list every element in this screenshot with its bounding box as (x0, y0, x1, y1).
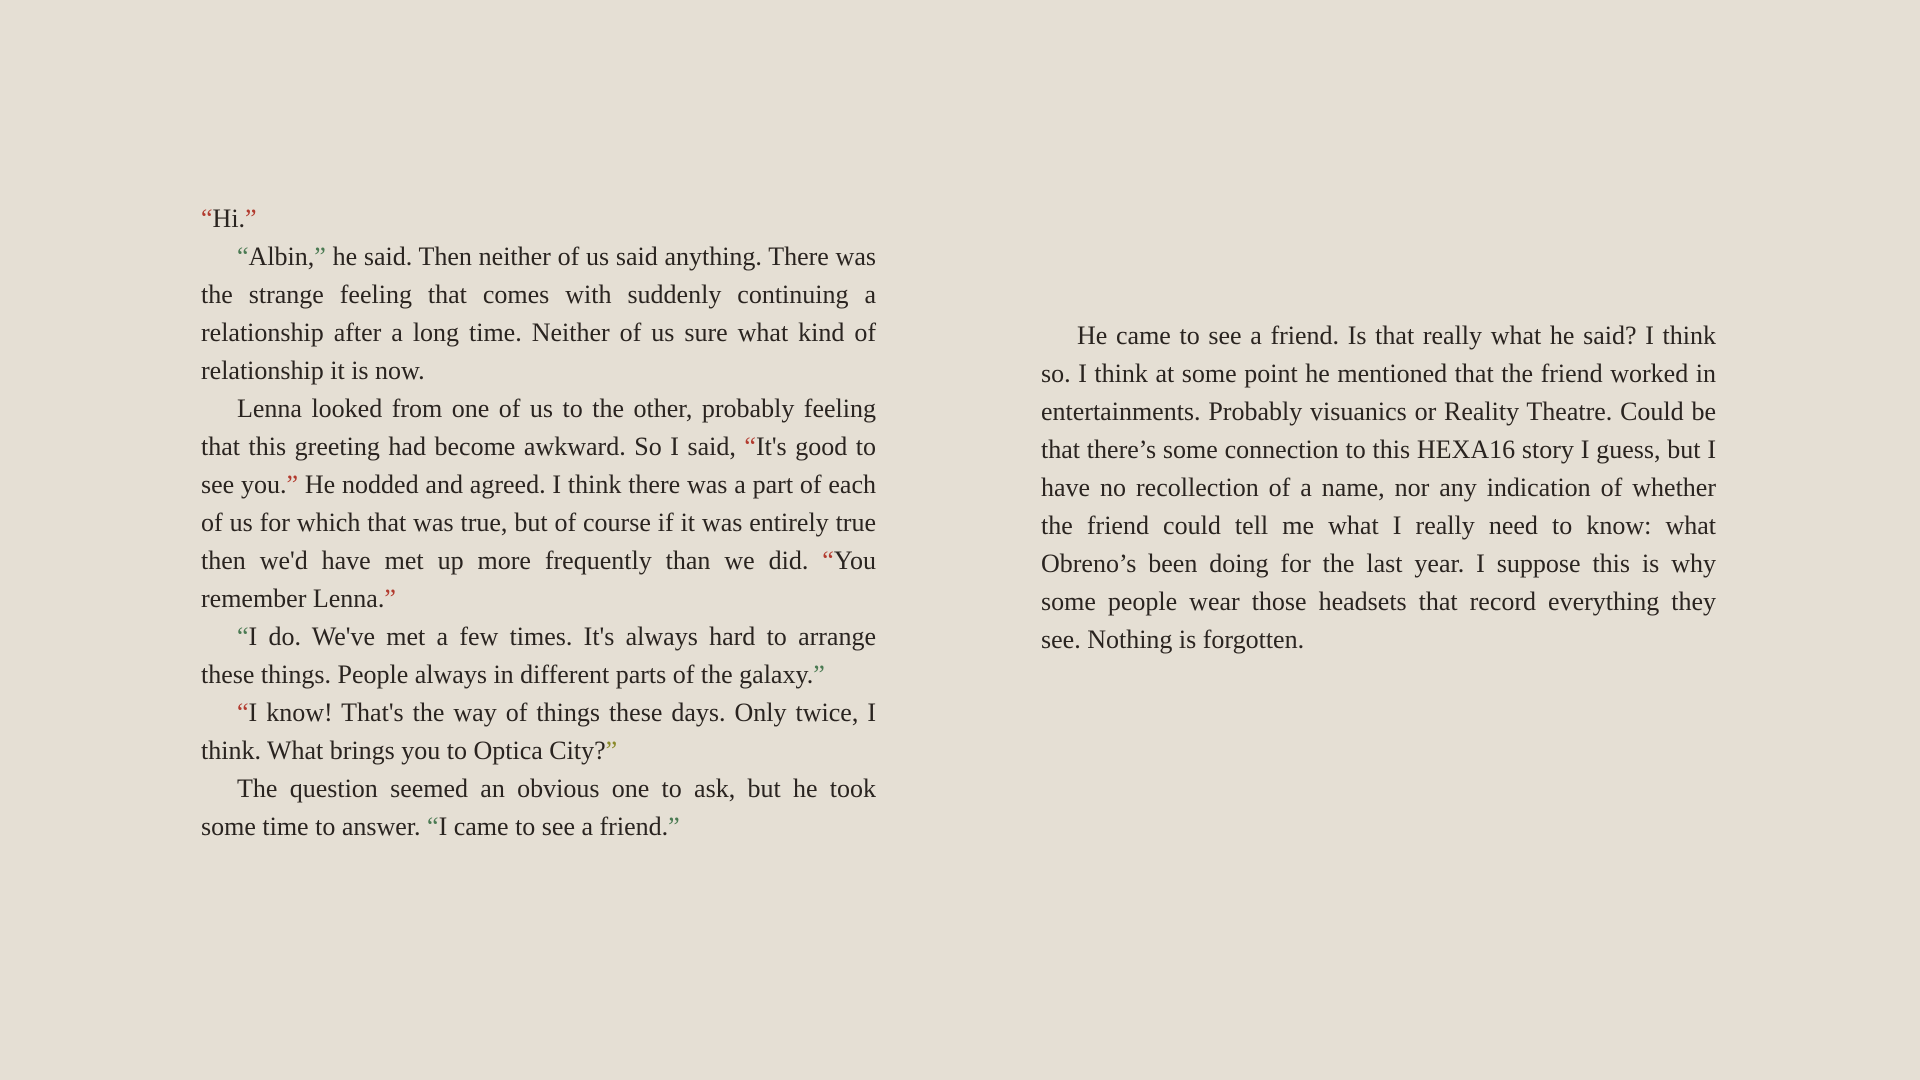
paragraph-text: The question seemed an obvious one to ask, but he took some time to answer. (201, 774, 876, 841)
quote-open: “ (237, 622, 249, 651)
paragraph-text: He nodded and agreed. I think there was a part of each of us for which that was true, but of course if it was entirely true then we'd have met up more frequently than we did. (201, 470, 876, 575)
paragraph-text: I came to see a friend. (438, 812, 669, 841)
quote-close: ” (245, 204, 257, 233)
paragraph-2 (201, 238, 876, 390)
paragraph-text: I do. We've met a few times. It's always hard to arrange these things. People always in different parts of the galaxy. (201, 622, 876, 689)
quote-open: “ (744, 432, 756, 461)
paragraph-4 (201, 618, 876, 694)
paragraph-text: he said. Then neither of us said anything. There was the strange feeling that comes with suddenly continuing a relationship after a long time. Neither of us sure what kind of relationship it is now. (201, 242, 876, 385)
quote-open: “ (201, 204, 213, 233)
paragraph-text: Hi. (212, 204, 246, 233)
paragraph-text: Albin, (248, 242, 315, 271)
quote-close: ” (668, 812, 680, 841)
quote-open: “ (822, 546, 834, 575)
quote-open: “ (427, 812, 439, 841)
quote-close: ” (314, 242, 326, 271)
paragraph-text: He came to see a friend. Is that really what he said? I think so. I think at some point he mentioned that the friend worked in entertainments. Probably visuanics or Reality Theatre. Could be that there’s some connection to this HEXA16 story I guess, but I have no recollection of a name, nor any indication of whether the friend could tell me what I really need to know: what Obreno’s been doing for the last year. I suppose this is why some people wear those headsets that record everything they see. Nothing is forgotten. (1041, 321, 1716, 654)
paragraph-6 (201, 770, 876, 846)
paragraph-text: I know! That's the way of things these days. Only twice, I think. What brings you to Optica City? (201, 698, 876, 765)
quote-close: ” (384, 584, 396, 613)
quote-close: ” (605, 736, 618, 765)
quote-open: “ (237, 242, 249, 271)
paragraph-text: You remember Lenna. (201, 546, 876, 613)
paragraph-5 (201, 694, 876, 770)
paragraph-text: Lenna looked from one of us to the other, probably feeling that this greeting had become awkward. So I said, (201, 394, 876, 461)
left-page (201, 200, 876, 846)
quote-close: ” (813, 660, 825, 689)
paragraph-text: It's good to see you. (201, 432, 876, 499)
quote-close: ” (286, 470, 299, 499)
right-page (1041, 317, 1716, 659)
paragraph-1 (201, 200, 876, 238)
paragraph-3 (201, 390, 876, 618)
paragraph-1 (1041, 317, 1716, 659)
quote-open: “ (237, 698, 249, 727)
